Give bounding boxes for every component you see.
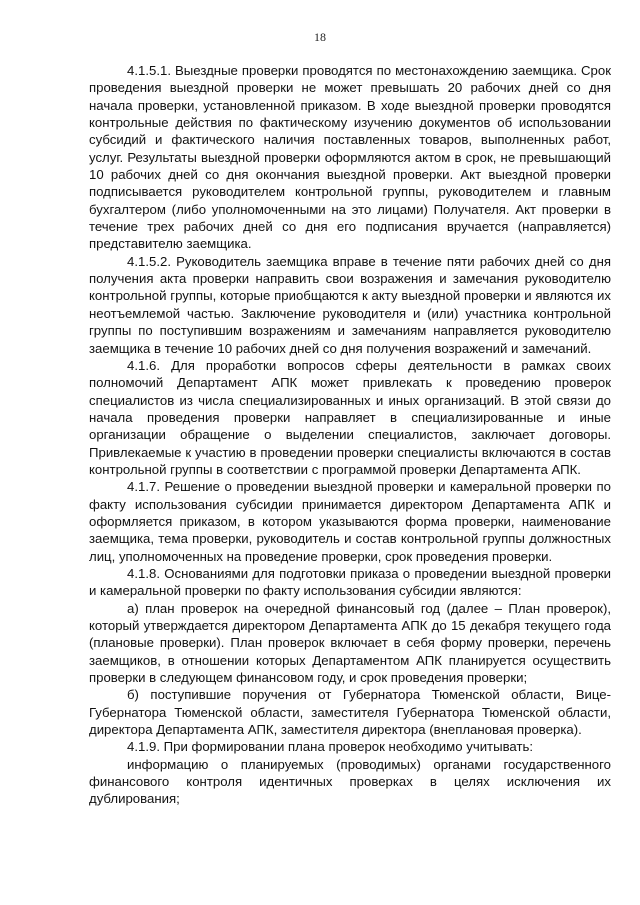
paragraph-4-1-8-b: б) поступившие поручения от Губернатора Тюменской области, Вице-Губернатора Тюменской области, заместителя Губернатора Тюменской области, директора Департамента АПК, заместителя директора (внеплановая проверка). xyxy=(89,687,611,738)
page-number: 18 xyxy=(314,30,326,44)
paragraph-4-1-8: 4.1.8. Основаниями для подготовки приказа о проведении выездной проверки и камеральной проверки по факту использования субсидии являются: xyxy=(89,565,611,599)
paragraph-4-1-6: 4.1.6. Для проработки вопросов сферы деятельности в рамках своих полномочий Департамент АПК может привлекать к проведению проверок специалистов из числа специализированных и иных организаций. В этой связи до начала проведения проверки направляет в специализированные и иные организации обращение о выделении специалистов, заключает договоры. Привлекаемые к участию в проведении проверки специалисты включаются в состав контрольной группы в соответствии с программой проверки Департамента АПК. xyxy=(89,357,611,477)
paragraph-4-1-9-item: информацию о планируемых (проводимых) органами государственного финансового контроля идентичных проверках в целях исключения их дублирования; xyxy=(89,756,611,807)
paragraph-4-1-9: 4.1.9. При формировании плана проверок необходимо учитывать: xyxy=(127,739,534,755)
paragraph-4-1-8-a: а) план проверок на очередной финансовый год (далее – План проверок), который утверждается директором Департамента АПК до 15 декабря текущего года (плановые проверки). План проверок включает в себя форму проверки, перечень заемщиков, в отношении которых Департаментом АПК планируется осуществить проверки в следующем финансовом году, и срок проведения проверки; xyxy=(89,600,611,686)
paragraph-4-1-5-1: 4.1.5.1. Выездные проверки проводятся по местонахождению заемщика. Срок проведения выездной проверки не может превышать 20 рабочих дней со дня начала проверки, установленной приказом. В ходе выездной проверки проводятся контрольные действия по фактическому изучению документов об использовании субсидий и фактического наличия поставленных товаров, выполненных работ, услуг. Результаты выездной проверки оформляются актом в срок, не превышающий 10 рабочих дней со дня окончания выездной проверки. Акт выездной проверки подписывается руководителем контрольной группы, руководителем и главным бухгалтером (либо уполномоченными на это лицами) Получателя. Акт проверки в течение трех рабочих дней со дня его подписания вручается (направляется) представителю заемщика. xyxy=(89,63,611,252)
paragraph-4-1-7: 4.1.7. Решение о проведении выездной проверки и камеральной проверки по факту использования субсидии принимается директором Департамента АПК и оформляется приказом, в котором указываются форма проверки, наименование заемщика, тема проверки, руководитель и состав контрольной группы должностных лиц, уполномоченных на проведение проверки, срок проведения проверки. xyxy=(89,479,611,564)
document-body xyxy=(89,62,611,808)
paragraph-4-1-5-2: 4.1.5.2. Руководитель заемщика вправе в течение пяти рабочих дней со дня получения акта проверки направить свои возражения и замечания руководителю контрольной группы, которые приобщаются к акту выездной проверки и являются их неотъемлемой частью. Заключение руководителя и (или) участника контрольной группы по поступившим возражениям и замечаниям направляется руководителю заемщика в течение 10 рабочих дней со дня получения возражений и замечаний. xyxy=(89,253,611,356)
